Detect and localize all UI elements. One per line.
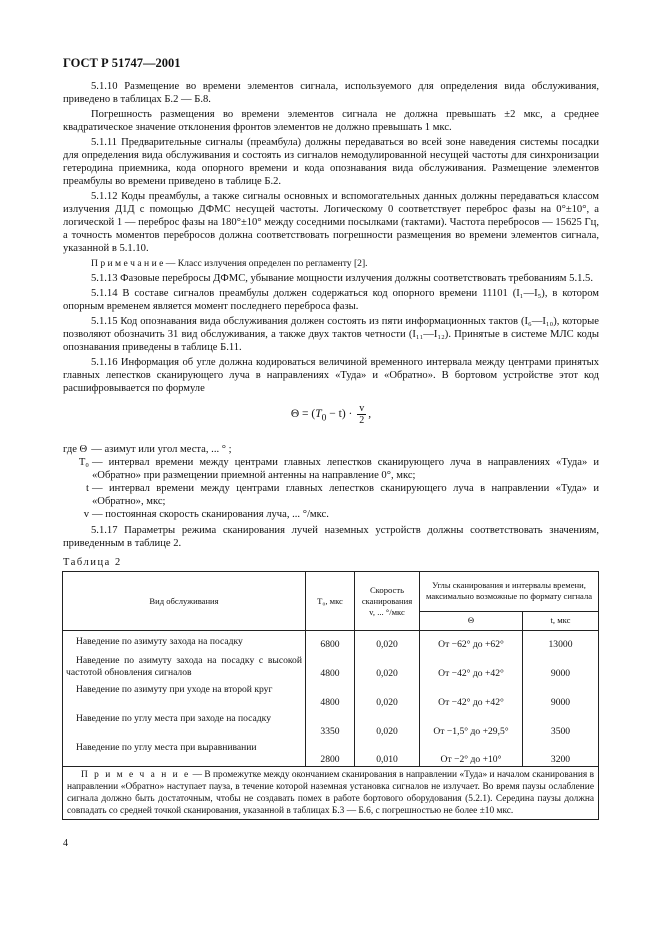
formula-numerator: v (359, 403, 365, 414)
formula-fraction (357, 403, 366, 426)
paragraph-accuracy: Погрешность размещения во времени элементов сигнала не должна превышать ±2 мкс, а среднее квадратическое значение отклонения фронтов элементов не должно превышать 1 мкс. (63, 109, 599, 133)
page-number: 4 (63, 838, 68, 849)
cell-theta: От −1,5° до +29,5° (420, 709, 523, 738)
table-row (63, 680, 599, 709)
document-header: ГОСТ Р 51747—2001 (63, 56, 181, 70)
definition-symbol: где Θ (63, 444, 88, 455)
cell-speed: 0,020 (355, 651, 420, 680)
formula-denominator: 2 (359, 415, 365, 426)
cell-speed: 0,020 (355, 631, 420, 651)
cell-speed: 0,010 (355, 738, 420, 767)
table-row (63, 738, 599, 767)
scan-parameters-table (62, 571, 599, 820)
header-service: Вид обслуживания (63, 572, 306, 631)
definition-text: — азимут или угол места, ... ° ; (91, 444, 232, 455)
definition-item (63, 443, 599, 456)
paragraph-5-1-10: 5.1.10 Размещение во времени элементов сигнала, используемого для определения вида обслуживания, приведено в таблицах Б.2 — Б.8. (63, 81, 599, 105)
cell-speed: 0,020 (355, 709, 420, 738)
formula-t0-sub: 0 (321, 412, 327, 424)
cell-theta: От −42° до +42° (420, 651, 523, 680)
angle-formula (63, 403, 599, 433)
cell-t0: 4800 (306, 680, 355, 709)
definition-text: — интервал времени между центрами главных лепестков сканирующего луча в направлениях «Туда» и «Обратно» при размещении приемной антенны на направление 0°, мкс; (92, 457, 599, 481)
paragraph-5-1-16: 5.1.16 Информация об угле должна кодироваться величиной временного интервала между центрами принятых главных лепестков сканирующего луча в направлениях «Туда» и «Обратно». В бортовом устройстве этот код расшифровывается по формуле (63, 357, 599, 394)
table-note-label: П р и м е ч а н и е (81, 770, 191, 780)
paragraph-5-1-12: 5.1.12 Коды преамбулы, а также сигналы основных и вспомогательных данных должны передаваться классом излучения Д1Д с помощью ДФМС несущей частоты. Логическому 0 соответствует переброс фазы на 0°±10°, а логической 1 — переброс фазы на 180°±10° между соседними посылками (тактами). Частота перебросов — 15625 Гц, а точность моментов перебросов должна соответствовать погрешности размещения во времени элементов сигнала, указанной в 5.1.10. (63, 191, 599, 254)
header-t0: T₀, мкс (306, 572, 355, 631)
cell-t: 9000 (523, 651, 599, 680)
table-caption: Таблица 2 (63, 557, 122, 568)
header-angles: Углы сканирования и интервалы времени, максимально возможные по формату сигнала (420, 572, 599, 612)
note-label: П р и м е ч а н и е (91, 258, 164, 269)
cell-t: 13000 (523, 631, 599, 651)
definition-text: — интервал времени между центрами главных лепестков сканирующего луча в направлении «Туда» и «Обратно», мкс; (92, 483, 599, 507)
formula-lhs: Θ = ( (290, 408, 316, 421)
paragraph-5-1-17: 5.1.17 Параметры режима сканирования лучей наземных устройств должны соответствовать значениям, приведенным в таблице 2. (63, 525, 599, 549)
formula-end: , (368, 408, 372, 421)
document-body (63, 80, 599, 552)
table-row (63, 651, 599, 680)
header-t: t, мкс (523, 611, 599, 630)
paragraph-5-1-13: 5.1.13 Фазовые перебросы ДФМС, убывание мощности излучения должны соответствовать требованиям 5.1.5. (91, 273, 593, 284)
table-note-row (63, 767, 599, 820)
cell-t0: 3350 (306, 709, 355, 738)
definition-symbol: t (86, 483, 89, 494)
table-note-text: — В промежутке между окончанием сканирования в направлении «Туда» и началом сканирования в направлении «Обратно» наступает пауза, в течение которой наземная установка сигналов не излучает. Во время паузы ослабление сигнала должно быть достаточным, чтобы не создавать помех в работе бортового оборудования (5.2.1). Середина паузы должна совпадать со средней точкой сканирования, указанной в таблицах Б.3 — Б.6, с погрешностью не более ±10 мкс. (67, 770, 594, 816)
cell-theta: От −42° до +42° (420, 680, 523, 709)
note-text: — Класс излучения определен по регламенту [2]. (163, 258, 368, 269)
cell-service: Наведение по азимуту при уходе на второй круг (63, 680, 306, 709)
definition-item (63, 482, 599, 508)
definition-text: — постоянная скорость сканирования луча, ... °/мкс. (92, 509, 329, 520)
paragraph-5-1-15: 5.1.15 Код опознавания вида обслуживания должен состоять из пяти информационных тактов (I₆—I₁₀), которые позволяют обозначить 31 вид обслуживания, а также двух тактов четности (I₁₁—I₁₂). Принятые в системе МЛС коды опознавания приведены в таблице Б.11. (63, 316, 599, 353)
cell-theta: От −2° до +10° (420, 738, 523, 767)
definition-symbol: v (83, 509, 89, 520)
header-speed: Скорость сканирования v, ... °/мкс (355, 572, 420, 631)
cell-service: Наведение по углу места при выравнивании (63, 738, 306, 767)
cell-t: 3500 (523, 709, 599, 738)
definition-symbol: T₀ (78, 457, 89, 468)
cell-t0: 4800 (306, 651, 355, 680)
cell-t: 9000 (523, 680, 599, 709)
cell-service: Наведение по азимуту захода на посадку (63, 631, 306, 651)
definition-item (63, 508, 599, 521)
cell-t0: 6800 (306, 631, 355, 651)
cell-t: 3200 (523, 738, 599, 767)
formula-t0: T (315, 408, 322, 421)
header-theta: Θ (420, 611, 523, 630)
note-emission-class (63, 257, 599, 270)
cell-theta: От −62° до +62° (420, 631, 523, 651)
table-row (63, 631, 599, 651)
paragraph-5-1-11: 5.1.11 Предварительные сигналы (преамбула) должны передаваться во всей зоне наведения системы посадки для определения вида обслуживания и состоять из сигналов немодулированной несущей частоты для синхронизации гетеродина приемника, кода опорного времени и кода опознавания вида обслуживания. Размещение элементов преамбулы во времени приведено в таблице Б.2. (63, 137, 599, 187)
formula-mid: − t) · (326, 408, 353, 421)
cell-speed: 0,020 (355, 680, 420, 709)
table-row (63, 709, 599, 738)
definition-item (63, 456, 599, 482)
paragraph-5-1-14: 5.1.14 В составе сигналов преамбулы должен содержаться код опорного времени 11101 (I₁—I₅), в котором опорным временем является момент последнего переброса фазы. (63, 288, 599, 312)
table-note (63, 767, 599, 820)
definition-list (63, 443, 599, 521)
cell-service: Наведение по азимуту захода на посадку с высокой частотой обновления сигналов (63, 651, 306, 680)
cell-service: Наведение по углу места при заходе на посадку (63, 709, 306, 738)
cell-t0: 2800 (306, 738, 355, 767)
